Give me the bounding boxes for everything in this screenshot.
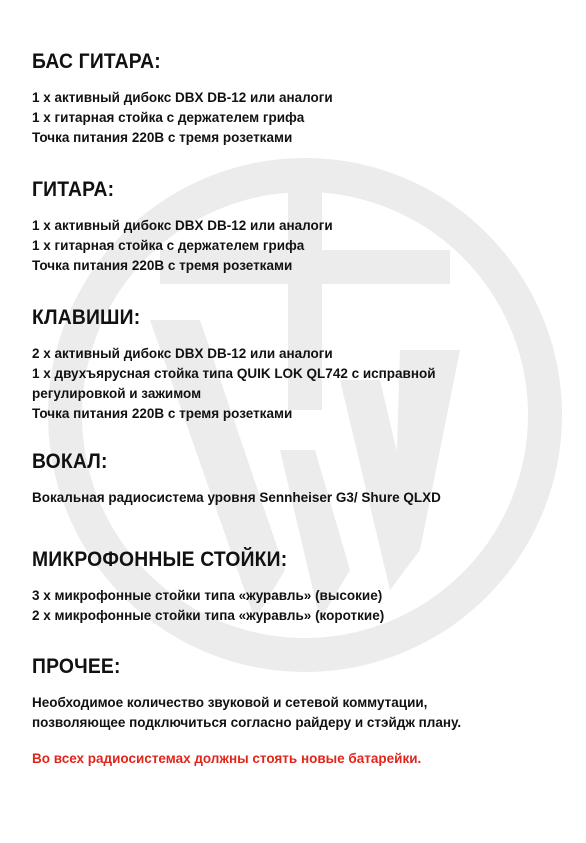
section-title: МИКРОФОННЫЕ СТОЙКИ: <box>32 548 288 571</box>
item-line: регулировкой и зажимом <box>32 386 202 401</box>
section-vocal <box>32 450 572 508</box>
item-line: 1 х активный дибокс DBX DB-12 или аналоги <box>32 90 333 105</box>
item-line: Точка питания 220В с тремя розетками <box>32 258 293 273</box>
item-line: 2 х микрофонные стойки типа «журавль» (короткие) <box>32 608 385 623</box>
section-guitar <box>32 178 572 276</box>
item-line: Вокальная радиосистема уровня Sennheiser G3/ Shure QLXD <box>32 490 441 505</box>
item-line: 3 х микрофонные стойки типа «журавль» (высокие) <box>32 588 383 603</box>
item-line: Точка питания 220В с тремя розетками <box>32 406 293 421</box>
section-mic-stands <box>32 548 572 626</box>
battery-warning: Во всех радиосистемах должны стоять новые батарейки. <box>32 751 422 766</box>
item-line: позволяющее подключиться согласно райдеру и стэйдж плану. <box>32 715 462 730</box>
section-title: ПРОЧЕЕ: <box>32 655 121 678</box>
section-bass <box>32 50 572 148</box>
item-line: 1 х гитарная стойка с держателем грифа <box>32 110 305 125</box>
item-line: Необходимое количество звуковой и сетевой коммутации, <box>32 695 428 710</box>
item-line: 1 х гитарная стойка с держателем грифа <box>32 238 305 253</box>
section-title: БАС ГИТАРА: <box>32 50 161 73</box>
item-line: 1 х активный дибокс DBX DB-12 или аналоги <box>32 218 333 233</box>
section-title: ГИТАРА: <box>32 178 115 201</box>
section-title: КЛАВИШИ: <box>32 306 141 329</box>
section-other <box>32 655 572 733</box>
item-line: 1 х двухъярусная стойка типа QUIK LOK QL742 с исправной <box>32 366 436 381</box>
item-line: 2 х активный дибокс DBX DB-12 или аналоги <box>32 346 333 361</box>
section-keys <box>32 306 572 424</box>
section-title: ВОКАЛ: <box>32 450 108 473</box>
item-line: Точка питания 220В с тремя розетками <box>32 130 293 145</box>
